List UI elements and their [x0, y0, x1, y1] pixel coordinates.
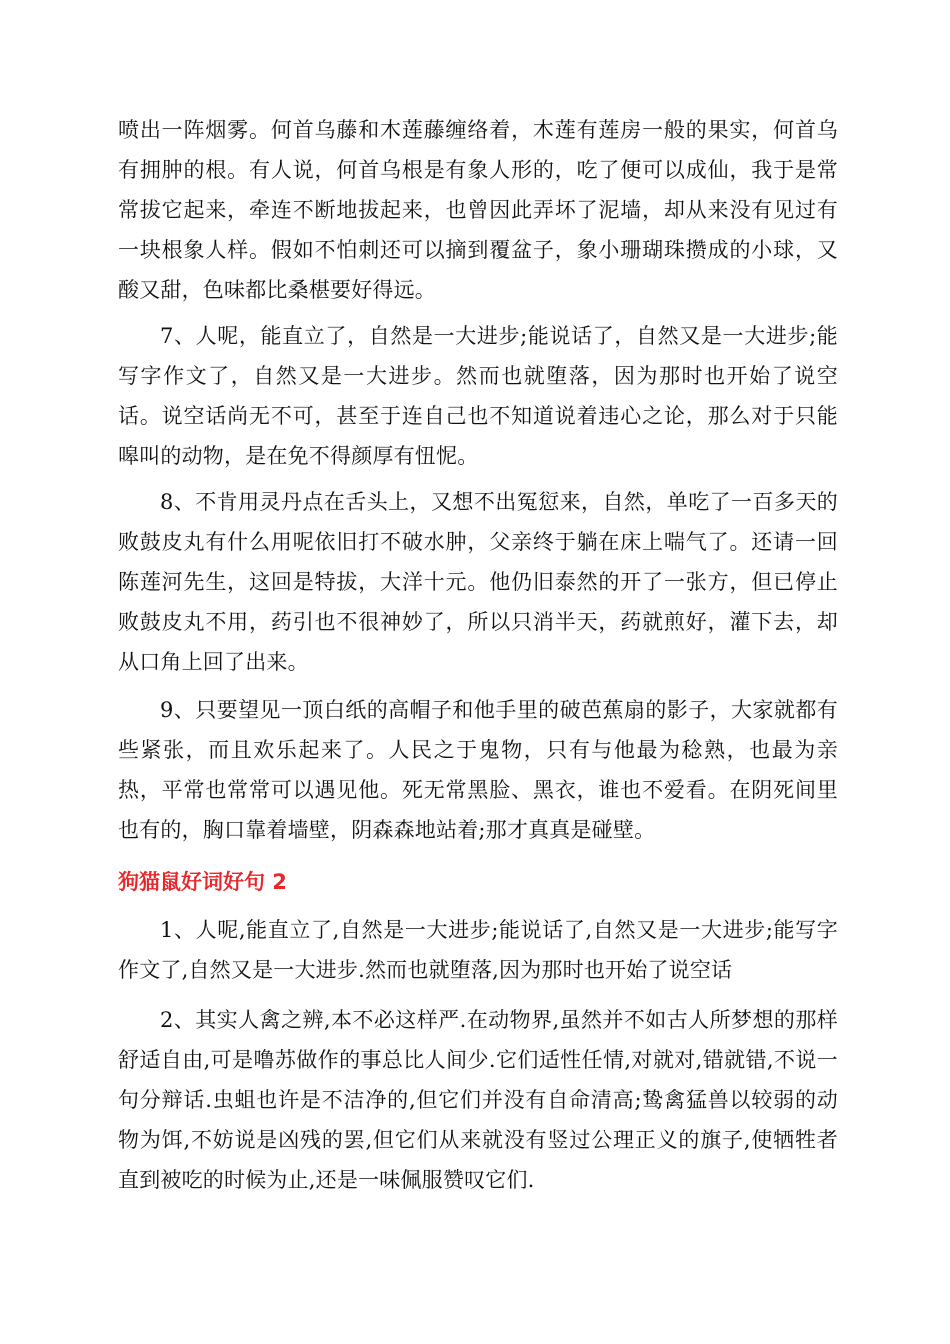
list-item-1: 1、人呢,能直立了,自然是一大进步;能说话了,自然又是一大进步;能写字作文了,自然又是一大进步.然而也就堕落,因为那时也开始了说空话 [118, 918, 838, 982]
continuation-paragraph: 喷出一阵烟雾。何首乌藤和木莲藤缠络着，木莲有莲房一般的果实，何首乌有拥肿的根。有人说，何首乌根是有象人形的，吃了便可以成仙，我于是常常拔它起来，牵连不断地拔起来，也曾因此弄坏了泥墙，却从来没有见过有一块根象人样。假如不怕刺还可以摘到覆盆子，象小珊瑚珠攒成的小球，又酸又甜，色味都比桑椹要好得远。 [118, 118, 838, 302]
list-item-2: 2、其实人禽之辨,本不必这样严.在动物界,虽然并不如古人所梦想的那样舒适自由,可是噜苏做作的事总比人间少.它们适性任情,对就对,错就错,不说一句分辩话.虫蛆也许是不洁净的,但它们并没有自命清高;鸷禽猛兽以较弱的动物为饵,不妨说是凶残的罢,但它们从来就没有竖过公理正义的旗子,使牺牲者直到被吃的时候为止,还是一味佩服赞叹它们. [118, 1008, 838, 1192]
section-heading: 狗猫鼠好词好句 2 [118, 870, 287, 894]
list-item-7: 7、人呢，能直立了，自然是一大进步;能说话了，自然又是一大进步;能写字作文了，自然又是一大进步。然而也就堕落，因为那时也开始了说空话。说空话尚无不可，甚至于连自己也不知道说着违心之论，那么对于只能嗥叫的动物，是在免不得颜厚有忸怩。 [118, 324, 838, 468]
list-item-9: 9、只要望见一顶白纸的高帽子和他手里的破芭蕉扇的影子，大家就都有些紧张，而且欢乐起来了。人民之于鬼物，只有与他最为稔熟，也最为亲热，平常也常常可以遇见他。死无常黑脸、黑衣，谁也不爱看。在阴死间里也有的，胸口靠着墙壁，阴森森地站着;那才真真是碰壁。 [118, 698, 838, 842]
list-item-8: 8、不肯用灵丹点在舌头上，又想不出冤愆来，自然，单吃了一百多天的败鼓皮丸有什么用呢依旧打不破水肿，父亲终于躺在床上喘气了。还请一回陈莲河先生，这回是特拔，大洋十元。他仍旧泰然的开了一张方，但已停止败鼓皮丸不用，药引也不很神妙了，所以只消半天，药就煎好，灌下去，却从口角上回了出来。 [118, 490, 838, 674]
